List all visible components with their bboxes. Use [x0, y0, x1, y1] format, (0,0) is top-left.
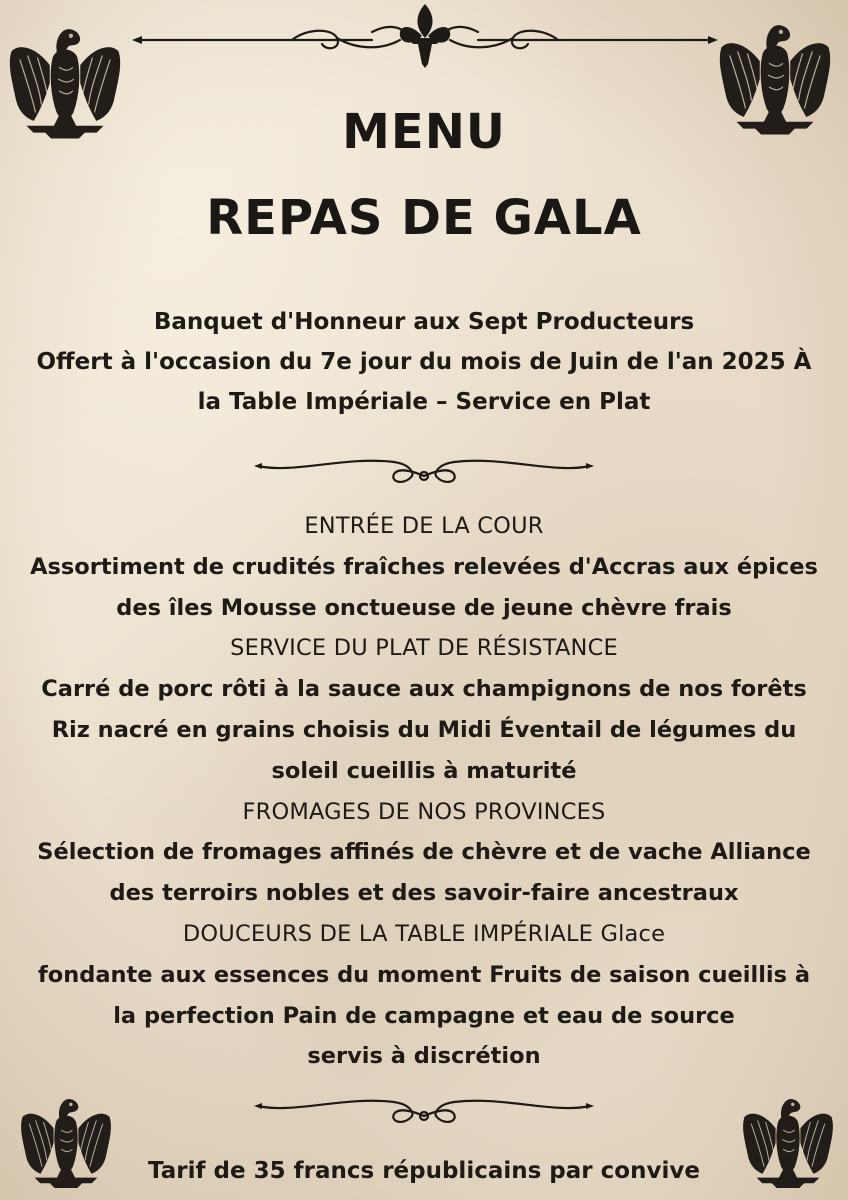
intro-line: Banquet d'Honneur aux Sept Producteurs [153, 309, 695, 335]
dish-line: des terroirs nobles et des savoir-faire ancestraux [109, 880, 739, 907]
menu-courses [10, 506, 838, 1077]
intro-line: la Table Impériale – Service en Plat [197, 389, 651, 415]
dish-line: Sélection de fromages affinés de chèvre et de vache Alliance [37, 839, 811, 866]
dish-line: Assortiment de crudités fraîches relevées d'Accras aux épices [30, 553, 818, 580]
dish-line: la perfection Pain de campagne et eau de source [113, 1002, 735, 1029]
intro-line: Offert à l'occasion du 7e jour du mois de Juin de l'an 2025 À [36, 349, 812, 375]
scroll-divider [254, 452, 594, 492]
fleur-de-lis-ornament [132, 2, 718, 72]
course-heading: DOUCEURS DE LA TABLE IMPÉRIALE Glace [182, 920, 666, 947]
dish-line: soleil cueillis à maturité [271, 757, 577, 784]
dish-line: fondante aux essences du moment Fruits de saison cueillis à [37, 961, 811, 988]
intro-block [20, 302, 828, 422]
scroll-divider [254, 1092, 594, 1132]
course-heading: FROMAGES DE NOS PROVINCES [242, 798, 606, 825]
course-heading: SERVICE DU PLAT DE RÉSISTANCE [230, 635, 618, 662]
dish-line: des îles Mousse onctueuse de jeune chèvre frais [116, 594, 732, 621]
menu-title: MENU [342, 104, 506, 160]
course-heading: ENTRÉE DE LA COUR [304, 513, 544, 539]
dish-line: servis à discrétion [307, 1043, 541, 1070]
dish-line: Riz nacré en grains choisis du Midi Éventail de légumes du [51, 716, 797, 743]
gala-subtitle: REPAS DE GALA [206, 190, 642, 246]
price-line: Tarif de 35 francs républicains par convive [148, 1158, 700, 1184]
dish-line: Carré de porc rôti à la sauce aux champignons de nos forêts [41, 676, 807, 703]
